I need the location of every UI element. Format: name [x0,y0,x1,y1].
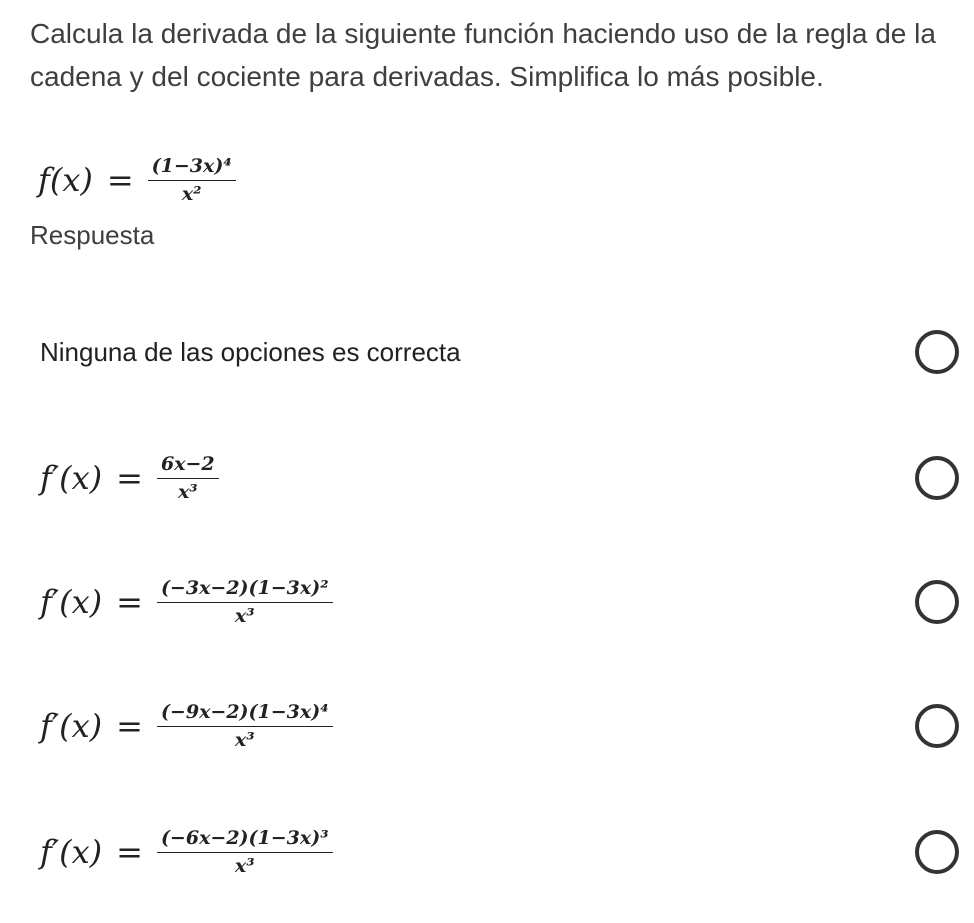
question-text: Calcula la derivada de la siguiente función haciendo uso de la regla de la cadena y del cociente para derivadas. Simplifica lo más posible. [30,18,936,92]
option-lhs: f′(x) [40,707,103,745]
equals-sign: = [116,707,143,745]
option-answer-1[interactable] [0,428,974,528]
equals-sign: = [116,583,143,621]
option-none-correct[interactable] [0,302,974,402]
option-denominator: x³ [234,729,255,751]
option-numerator: 6x−2 [157,453,219,479]
function-lhs: f(x) [38,161,93,199]
radio-button[interactable] [915,580,959,624]
equals-sign: = [116,459,143,497]
radio-button[interactable] [915,330,959,374]
option-denominator: x³ [234,855,255,877]
option-fraction [157,827,333,877]
radio-button[interactable] [915,704,959,748]
option-numerator: (−3x−2)(1−3x)² [157,577,333,603]
option-answer-4[interactable] [0,802,974,902]
function-denominator: x² [181,183,202,205]
option-fraction [157,701,333,751]
equals-sign: = [116,833,143,871]
radio-button[interactable] [915,456,959,500]
equals-sign: = [106,161,134,199]
function-numerator: (1−3x)⁴ [148,155,236,181]
given-function [38,145,236,215]
option-label: Ninguna de las opciones es correcta [40,336,461,367]
option-answer-2[interactable] [0,552,974,652]
option-answer-3[interactable] [0,676,974,776]
function-fraction [148,155,236,205]
option-fraction [157,453,219,503]
option-lhs: f′(x) [40,583,103,621]
answer-label: Respuesta [30,220,155,250]
option-lhs: f′(x) [40,833,103,871]
option-lhs: f′(x) [40,459,103,497]
option-denominator: x³ [177,481,198,503]
radio-button[interactable] [915,830,959,874]
option-denominator: x³ [234,605,255,627]
option-numerator: (−9x−2)(1−3x)⁴ [157,701,333,727]
option-fraction [157,577,333,627]
option-numerator: (−6x−2)(1−3x)³ [157,827,333,853]
